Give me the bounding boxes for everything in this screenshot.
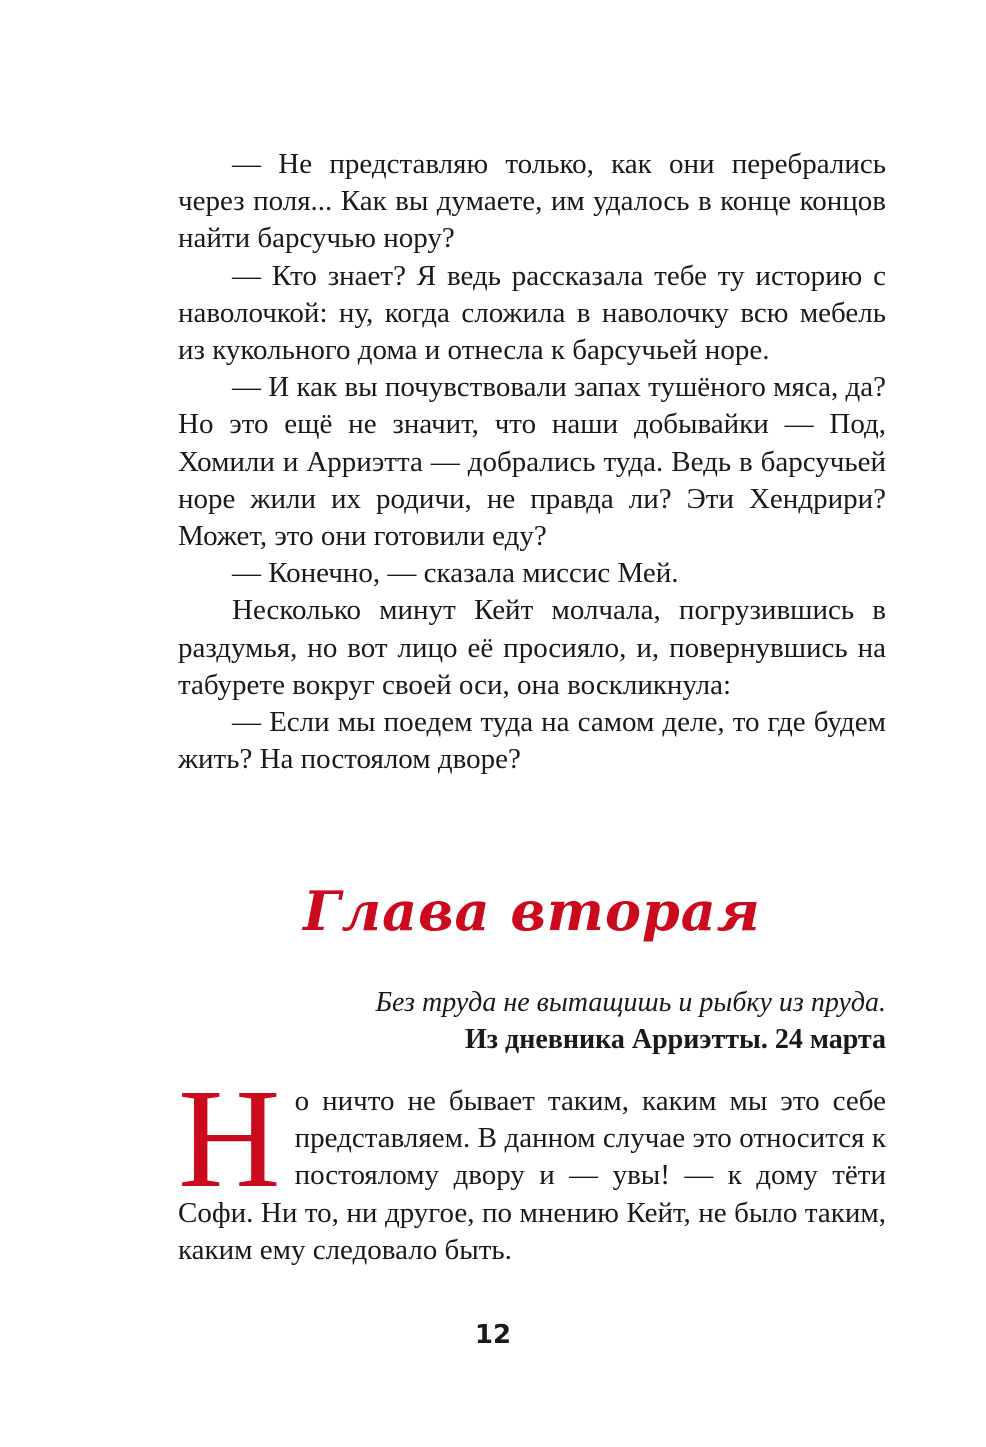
paragraph: — Кто знает? Я ведь рассказала тебе ту историю с наволочкой: ну, когда сложила в наволочку всю мебель из кукольного дома и отнесла к барсучьей норе. <box>178 259 886 367</box>
paragraph: — Не представляю только, как они перебрались через поля... Как вы думаете, им удалось в конце концов найти барсучью нору? <box>178 148 886 255</box>
chapter-opening <box>178 1059 886 1269</box>
page-number: 12 <box>474 1320 512 1350</box>
paragraph: — Конечно, — сказала миссис Мей. <box>232 557 679 590</box>
epigraph-source: Из дневника Арриэтты. 24 марта <box>465 1024 886 1055</box>
body-text <box>178 146 886 778</box>
epigraph <box>178 984 886 1058</box>
paragraph: Несколько минут Кейт молчала, погрузившись в раздумья, но вот лицо её просияло, и, повернувшись на табурете вокруг своей оси, она воскликнула: <box>178 594 886 701</box>
chapter-title: Глава вторая <box>303 879 761 943</box>
chapter-first-paragraph: о ничто не бывает таким, каким мы это себе представляем. В данном случае это относится к постоялому двору и — увы! — к дому тёти Софи. Ни то, ни другое, по мнению Кейт, не было таким, каким ему следовало быть. <box>178 1085 886 1266</box>
epigraph-quote: Без труда не вытащишь и рыбку из пруда. <box>375 987 886 1018</box>
paragraph: — Если мы поедем туда на самом деле, то где будем жить? На постоялом дворе? <box>178 706 886 776</box>
drop-cap: Н <box>178 1059 281 1217</box>
paragraph: — И как вы почувствовали запах тушёного мяса, да? Но это ещё не значит, что наши добывайки — Под, Хомили и Арриэтта — добрались туда. Ведь в барсучьей норе жили их родичи, не правда ли? Эти Хендрири? Может, это они готовили еду? <box>178 371 886 553</box>
